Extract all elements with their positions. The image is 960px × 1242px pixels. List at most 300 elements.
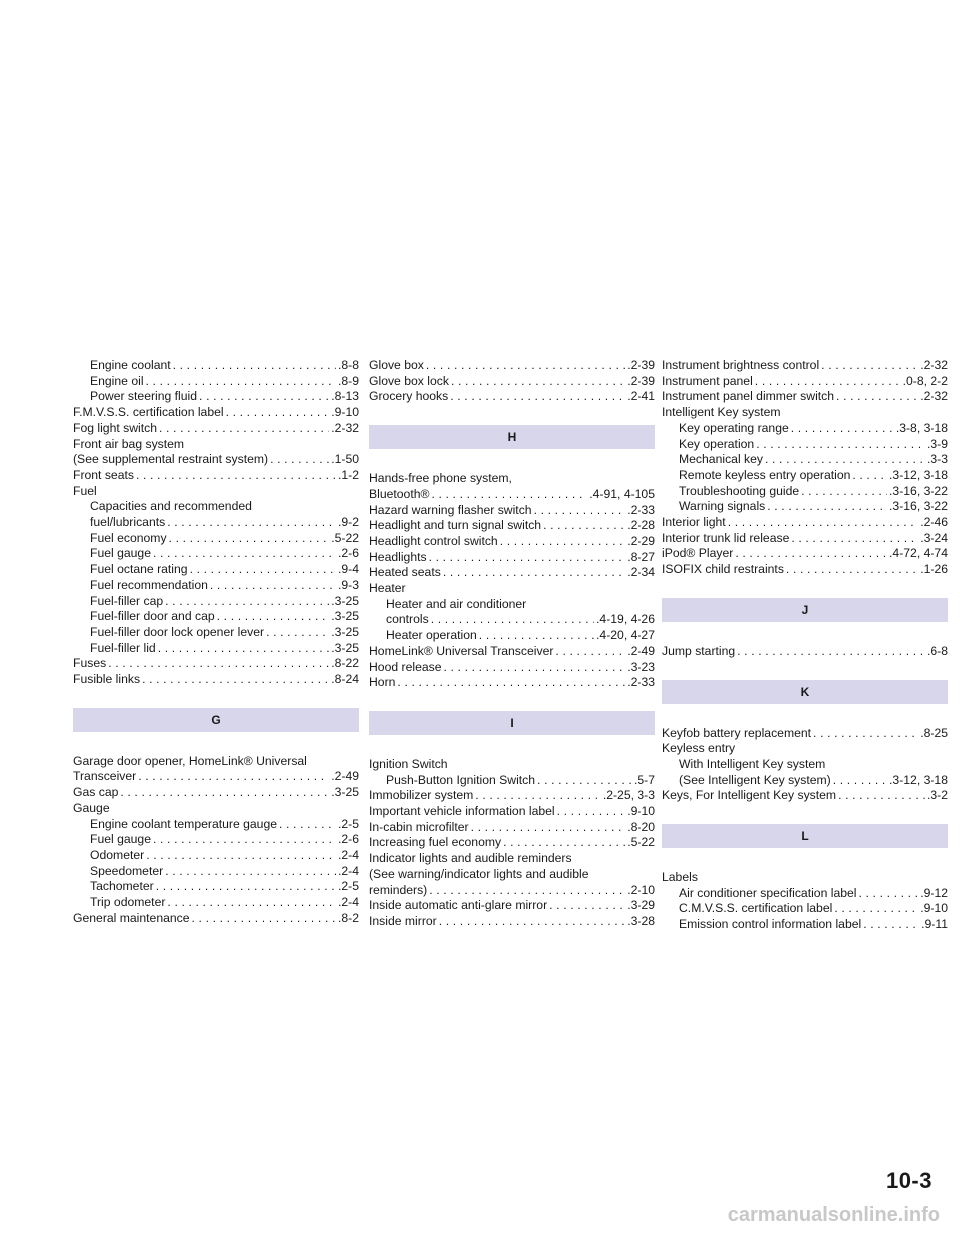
entry-term: Interior light — [662, 515, 726, 530]
entry-term: Instrument brightness control — [662, 358, 820, 372]
entry-page-ref: .3-25 — [331, 785, 359, 800]
index-entry — [662, 389, 948, 405]
index-entry — [369, 835, 655, 851]
entry-term: Push-Button Ignition Switch — [386, 772, 536, 787]
entry-term: Fuel-filler door and cap — [90, 609, 215, 624]
entry-page-ref: .2-4 — [337, 895, 359, 910]
entry-term: fuel/lubricants — [90, 515, 166, 530]
entry-page-ref: .2-33 — [627, 502, 655, 517]
index-entry — [369, 914, 655, 930]
dot-leader — [735, 546, 887, 562]
index-heading: With Intelligent Key system — [679, 756, 826, 771]
index-entry — [73, 785, 359, 801]
index-entry — [662, 644, 948, 660]
entry-page-ref: .0-8, 2-2 — [902, 373, 948, 388]
index-entry — [73, 879, 359, 895]
dot-leader — [765, 452, 925, 468]
entry-page-ref: .4-19, 4-26 — [596, 612, 655, 627]
dot-leader — [108, 656, 329, 672]
index-entry — [369, 550, 655, 566]
index-entry — [73, 531, 359, 547]
entry-term: Warning signals — [679, 499, 766, 514]
entry-page-ref: .9-2 — [337, 515, 359, 530]
entry-term: Fuses — [73, 656, 107, 671]
index-entry — [662, 468, 948, 484]
index-column-1 — [73, 358, 359, 927]
entry-page-ref: .2-29 — [627, 533, 655, 548]
entry-page-ref: .9-10 — [331, 405, 359, 420]
entry-term: Fuel-filler door lock opener lever — [90, 624, 265, 639]
entry-page-ref: .3-24 — [920, 530, 948, 545]
dot-leader — [801, 484, 887, 500]
entry-term: Gas cap — [73, 785, 119, 800]
dot-leader — [270, 452, 329, 468]
index-entry — [73, 374, 359, 390]
entry-term: Keyfob battery replacement — [662, 725, 812, 740]
dot-leader — [426, 358, 625, 374]
dot-leader — [555, 644, 625, 660]
entry-page-ref: .5-22 — [627, 835, 655, 850]
entry-page-ref: .2-32 — [920, 389, 948, 404]
dot-leader — [136, 468, 336, 484]
dot-leader — [429, 883, 625, 899]
index-heading: Indicator lights and audible reminders — [369, 851, 572, 866]
entry-page-ref: .8-24 — [331, 672, 359, 687]
dot-leader — [813, 726, 918, 742]
index-entry — [73, 421, 359, 437]
entry-term: Key operating range — [679, 420, 789, 435]
dot-leader — [192, 911, 336, 927]
entry-term: Keys, For Intelligent Key system — [662, 788, 837, 803]
dot-leader — [444, 660, 626, 676]
dot-leader — [863, 917, 919, 933]
entry-page-ref: .2-25, 3-3 — [602, 788, 655, 803]
index-entry — [662, 499, 948, 515]
dot-leader — [173, 358, 336, 374]
entry-page-ref: .2-34 — [627, 565, 655, 580]
index-entry — [369, 487, 655, 503]
entry-page-ref: .4-91, 4-105 — [589, 486, 655, 501]
index-entry — [662, 886, 948, 902]
index-entry — [662, 358, 948, 374]
entry-term: Important vehicle information label — [369, 804, 555, 819]
section-header: K — [662, 680, 948, 704]
index-entry — [369, 660, 655, 676]
index-entry — [73, 848, 359, 864]
entry-page-ref: .2-28 — [627, 518, 655, 533]
dot-leader — [500, 534, 626, 550]
entry-page-ref: .3-9 — [926, 436, 948, 451]
dot-leader — [755, 374, 901, 390]
index-entry — [73, 895, 359, 911]
dot-leader — [165, 864, 336, 880]
entry-term: Jump starting — [662, 643, 736, 658]
entry-page-ref: .9-12 — [920, 885, 948, 900]
index-entry — [662, 901, 948, 917]
dot-leader — [503, 835, 625, 851]
index-entry — [73, 546, 359, 562]
dot-leader — [852, 468, 887, 484]
dot-leader — [834, 901, 918, 917]
dot-leader — [537, 773, 632, 789]
entry-page-ref: .2-32 — [331, 420, 359, 435]
dot-leader — [120, 785, 329, 801]
entry-page-ref: .6-8 — [926, 643, 948, 658]
dot-leader — [737, 644, 925, 660]
entry-page-ref: .3-16, 3-22 — [889, 499, 948, 514]
index-entry — [73, 389, 359, 405]
entry-page-ref: .3-25 — [331, 593, 359, 608]
index-heading: Heater and air conditioner — [386, 596, 527, 611]
entry-term: Fuel octane rating — [90, 562, 188, 577]
entry-term: iPod® Player — [662, 546, 734, 561]
index-heading: Hands-free phone system, — [369, 471, 512, 486]
entry-term: Fog light switch — [73, 420, 157, 435]
index-heading: Labels — [662, 870, 698, 885]
dot-leader — [199, 389, 329, 405]
index-entry — [662, 788, 948, 804]
index-entry — [73, 578, 359, 594]
entry-page-ref: .9-10 — [627, 804, 655, 819]
entry-term: General maintenance — [73, 910, 190, 925]
entry-page-ref: .3-16, 3-22 — [889, 483, 948, 498]
entry-term: Fuel gauge — [90, 546, 151, 561]
index-heading: Gauge — [73, 800, 110, 815]
entry-page-ref: .2-4 — [337, 863, 359, 878]
dot-leader — [156, 879, 336, 895]
dot-leader — [451, 374, 625, 390]
section-header: I — [369, 711, 655, 735]
index-entry — [73, 594, 359, 610]
entry-page-ref: .8-8 — [337, 358, 359, 372]
index-entry — [369, 358, 655, 374]
index-entry — [369, 503, 655, 519]
entry-term: Glove box — [369, 358, 424, 372]
index-entry — [73, 405, 359, 421]
index-entry — [662, 515, 948, 531]
entry-page-ref: .8-2 — [337, 910, 359, 925]
dot-leader — [557, 804, 626, 820]
entry-term: Engine oil — [90, 373, 144, 388]
index-entry — [73, 672, 359, 688]
entry-term: Transceiver — [73, 769, 137, 784]
dot-leader — [159, 421, 329, 437]
index-entry — [662, 437, 948, 453]
dot-leader — [167, 515, 336, 531]
index-heading: Capacities and recommended — [90, 499, 252, 514]
entry-page-ref: .5-7 — [633, 772, 655, 787]
entry-page-ref: .1-26 — [920, 562, 948, 577]
entry-term: HomeLink® Universal Transceiver — [369, 643, 554, 658]
dot-leader — [279, 817, 336, 833]
entry-page-ref: .1-2 — [337, 467, 359, 482]
dot-leader — [836, 389, 918, 405]
dot-leader — [838, 788, 925, 804]
dot-leader — [146, 848, 336, 864]
entry-term: Odometer — [90, 847, 145, 862]
entry-page-ref: .2-39 — [627, 358, 655, 372]
entry-term: Engine coolant temperature gauge — [90, 816, 278, 831]
entry-term: F.M.V.S.S. certification label — [73, 405, 224, 420]
entry-page-ref: .8-20 — [627, 819, 655, 834]
entry-page-ref: .9-3 — [337, 577, 359, 592]
dot-leader — [534, 503, 626, 519]
entry-page-ref: .3-25 — [331, 624, 359, 639]
index-entry — [369, 804, 655, 820]
entry-page-ref: .2-5 — [337, 879, 359, 894]
entry-term: Inside automatic anti-glare mirror — [369, 898, 548, 913]
entry-term: Fuel-filler lid — [90, 640, 156, 655]
entry-term: Instrument panel dimmer switch — [662, 389, 835, 404]
entry-term: In-cabin microfilter — [369, 819, 469, 834]
index-heading: Ignition Switch — [369, 756, 448, 771]
dot-leader — [190, 562, 336, 578]
index-entry — [73, 817, 359, 833]
entry-term: Headlights — [369, 549, 427, 564]
dot-leader — [791, 421, 894, 437]
entry-term: Headlight and turn signal switch — [369, 518, 542, 533]
entry-term: Fusible links — [73, 672, 141, 687]
index-entry — [73, 625, 359, 641]
dot-leader — [431, 612, 594, 628]
dot-leader — [153, 546, 336, 562]
index-entry — [369, 518, 655, 534]
index-entry — [662, 484, 948, 500]
dot-leader — [786, 562, 918, 578]
entry-page-ref: .5-22 — [331, 530, 359, 545]
index-column-2 — [369, 358, 655, 930]
dot-leader — [210, 578, 336, 594]
entry-term: (See supplemental restraint system) — [73, 452, 269, 467]
dot-leader — [431, 487, 587, 503]
dot-leader — [859, 886, 919, 902]
footer-watermark: carmanualsonline.info — [727, 1204, 940, 1226]
dot-leader — [479, 628, 594, 644]
index-heading: Fuel — [73, 483, 97, 498]
entry-term: Fuel recommendation — [90, 577, 208, 592]
index-entry — [369, 773, 655, 789]
index-entry — [73, 452, 359, 468]
entry-page-ref: .4-20, 4-27 — [596, 628, 655, 643]
entry-page-ref: .2-49 — [331, 769, 359, 784]
entry-term: Inside mirror — [369, 913, 437, 928]
dot-leader — [169, 531, 330, 547]
index-entry — [73, 641, 359, 657]
entry-term: Trip odometer — [90, 895, 166, 910]
entry-page-ref: .9-10 — [920, 901, 948, 916]
index-entry — [73, 609, 359, 625]
dot-leader — [397, 675, 625, 691]
dot-leader — [165, 594, 329, 610]
entry-term: Troubleshooting guide — [679, 483, 800, 498]
entry-page-ref: .2-33 — [627, 675, 655, 690]
dot-leader — [756, 437, 925, 453]
index-entry — [369, 565, 655, 581]
index-heading: (See warning/indicator lights and audible — [369, 866, 589, 881]
entry-term: reminders) — [369, 882, 428, 897]
entry-page-ref: .1-50 — [331, 452, 359, 467]
entry-term: Heater operation — [386, 628, 477, 643]
entry-term: Immobilizer system — [369, 788, 474, 803]
entry-page-ref: .2-49 — [627, 643, 655, 658]
dot-leader — [217, 609, 330, 625]
index-entry — [369, 675, 655, 691]
index-entry — [369, 389, 655, 405]
entry-term: Remote keyless entry operation — [679, 467, 851, 482]
index-entry — [662, 531, 948, 547]
entry-term: Emission control information label — [679, 917, 862, 932]
index-entry — [369, 628, 655, 644]
index-entry — [73, 769, 359, 785]
dot-leader — [153, 832, 336, 848]
dot-leader — [226, 405, 330, 421]
index-entry — [369, 534, 655, 550]
index-entry — [369, 612, 655, 628]
index-entry — [73, 656, 359, 672]
entry-page-ref: .2-6 — [337, 546, 359, 561]
entry-page-ref: .3-2 — [926, 788, 948, 803]
entry-term: (See Intelligent Key system) — [679, 772, 831, 787]
entry-term: Fuel gauge — [90, 832, 151, 847]
dot-leader — [429, 550, 626, 566]
entry-page-ref: .9-4 — [337, 562, 359, 577]
entry-term: C.M.V.S.S. certification label — [679, 901, 833, 916]
entry-page-ref: .2-4 — [337, 847, 359, 862]
entry-term: controls — [386, 612, 429, 627]
index-entry — [369, 898, 655, 914]
entry-term: Front seats — [73, 467, 134, 482]
entry-term: Fuel-filler cap — [90, 593, 164, 608]
index-entry — [73, 358, 359, 374]
entry-term: Mechanical key — [679, 452, 763, 467]
dot-leader — [443, 565, 625, 581]
entry-term: Engine coolant — [90, 358, 171, 372]
entry-term: Interior trunk lid release — [662, 530, 790, 545]
entry-page-ref: .3-3 — [926, 452, 948, 467]
entry-term: Horn — [369, 675, 396, 690]
index-entry — [662, 452, 948, 468]
index-heading: Garage door opener, HomeLink® Universal — [73, 753, 307, 768]
entry-term: Air conditioner specification label — [679, 885, 857, 900]
index-entry — [369, 644, 655, 660]
entry-term: Headlight control switch — [369, 533, 498, 548]
entry-page-ref: .2-46 — [920, 515, 948, 530]
entry-page-ref: .3-25 — [331, 609, 359, 624]
dot-leader — [475, 788, 601, 804]
entry-page-ref: .2-39 — [627, 373, 655, 388]
entry-term: Bluetooth® — [369, 486, 430, 501]
index-entry — [369, 788, 655, 804]
dot-leader — [821, 358, 918, 374]
entry-term: Fuel economy — [90, 530, 167, 545]
entry-term: Hazard warning flasher switch — [369, 502, 532, 517]
index-entry — [662, 917, 948, 933]
entry-page-ref: .3-28 — [627, 913, 655, 928]
index-entry — [662, 562, 948, 578]
index-entry — [662, 421, 948, 437]
index-heading: Heater — [369, 581, 406, 596]
index-entry — [73, 832, 359, 848]
dot-leader — [543, 518, 625, 534]
entry-page-ref: .4-72, 4-74 — [889, 546, 948, 561]
index-entry — [369, 374, 655, 390]
entry-term: Speedometer — [90, 863, 164, 878]
index-heading: Intelligent Key system — [662, 405, 781, 420]
entry-page-ref: .2-10 — [627, 882, 655, 897]
entry-page-ref: .3-8, 3-18 — [895, 420, 948, 435]
dot-leader — [138, 769, 329, 785]
section-header: L — [662, 824, 948, 848]
dot-leader — [266, 625, 329, 641]
index-entry — [73, 562, 359, 578]
index-entry — [73, 515, 359, 531]
entry-page-ref: .8-13 — [331, 389, 359, 404]
entry-page-ref: .8-9 — [337, 373, 359, 388]
index-heading: Keyless entry — [662, 741, 736, 756]
index-entry — [662, 546, 948, 562]
entry-term: Increasing fuel economy — [369, 835, 502, 850]
entry-term: Key operation — [679, 436, 755, 451]
section-header: H — [369, 425, 655, 449]
entry-term: Hood release — [369, 659, 442, 674]
entry-page-ref: .2-32 — [920, 358, 948, 372]
dot-leader — [728, 515, 919, 531]
entry-page-ref: .3-25 — [331, 640, 359, 655]
entry-page-ref: .2-6 — [337, 832, 359, 847]
entry-page-ref: .3-23 — [627, 659, 655, 674]
entry-term: Instrument panel — [662, 373, 753, 388]
dot-leader — [767, 499, 887, 515]
entry-term: Heated seats — [369, 565, 441, 580]
entry-page-ref: .8-25 — [920, 725, 948, 740]
entry-term: Tachometer — [90, 879, 154, 894]
section-header: G — [73, 708, 359, 732]
entry-page-ref: .2-5 — [337, 816, 359, 831]
page-number: 10-3 — [885, 1168, 932, 1193]
entry-term: Power steering fluid — [90, 389, 198, 404]
entry-page-ref: .8-22 — [331, 656, 359, 671]
entry-page-ref: .9-11 — [921, 917, 948, 932]
entry-page-ref: .8-27 — [627, 549, 655, 564]
dot-leader — [471, 820, 626, 836]
dot-leader — [167, 895, 336, 911]
entry-term: ISOFIX child restraints — [662, 562, 784, 577]
entry-page-ref: .2-41 — [627, 389, 655, 404]
index-column-3 — [662, 358, 948, 933]
index-entry — [662, 374, 948, 390]
dot-leader — [142, 672, 329, 688]
index-heading: Front air bag system — [73, 436, 185, 451]
index-entry — [662, 773, 948, 789]
index-entry — [73, 911, 359, 927]
dot-leader — [791, 531, 918, 547]
dot-leader — [549, 898, 625, 914]
section-header: J — [662, 598, 948, 622]
dot-leader — [158, 641, 330, 657]
dot-leader — [450, 389, 625, 405]
index-entry — [73, 864, 359, 880]
dot-leader — [833, 773, 887, 789]
entry-page-ref: .3-12, 3-18 — [889, 467, 948, 482]
dot-leader — [439, 914, 625, 930]
index-entry — [73, 468, 359, 484]
entry-term: Grocery hooks — [369, 389, 449, 404]
entry-term: Glove box lock — [369, 373, 449, 388]
entry-page-ref: .3-12, 3-18 — [889, 772, 948, 787]
index-entry — [662, 726, 948, 742]
index-entry — [369, 820, 655, 836]
entry-page-ref: .3-29 — [627, 898, 655, 913]
